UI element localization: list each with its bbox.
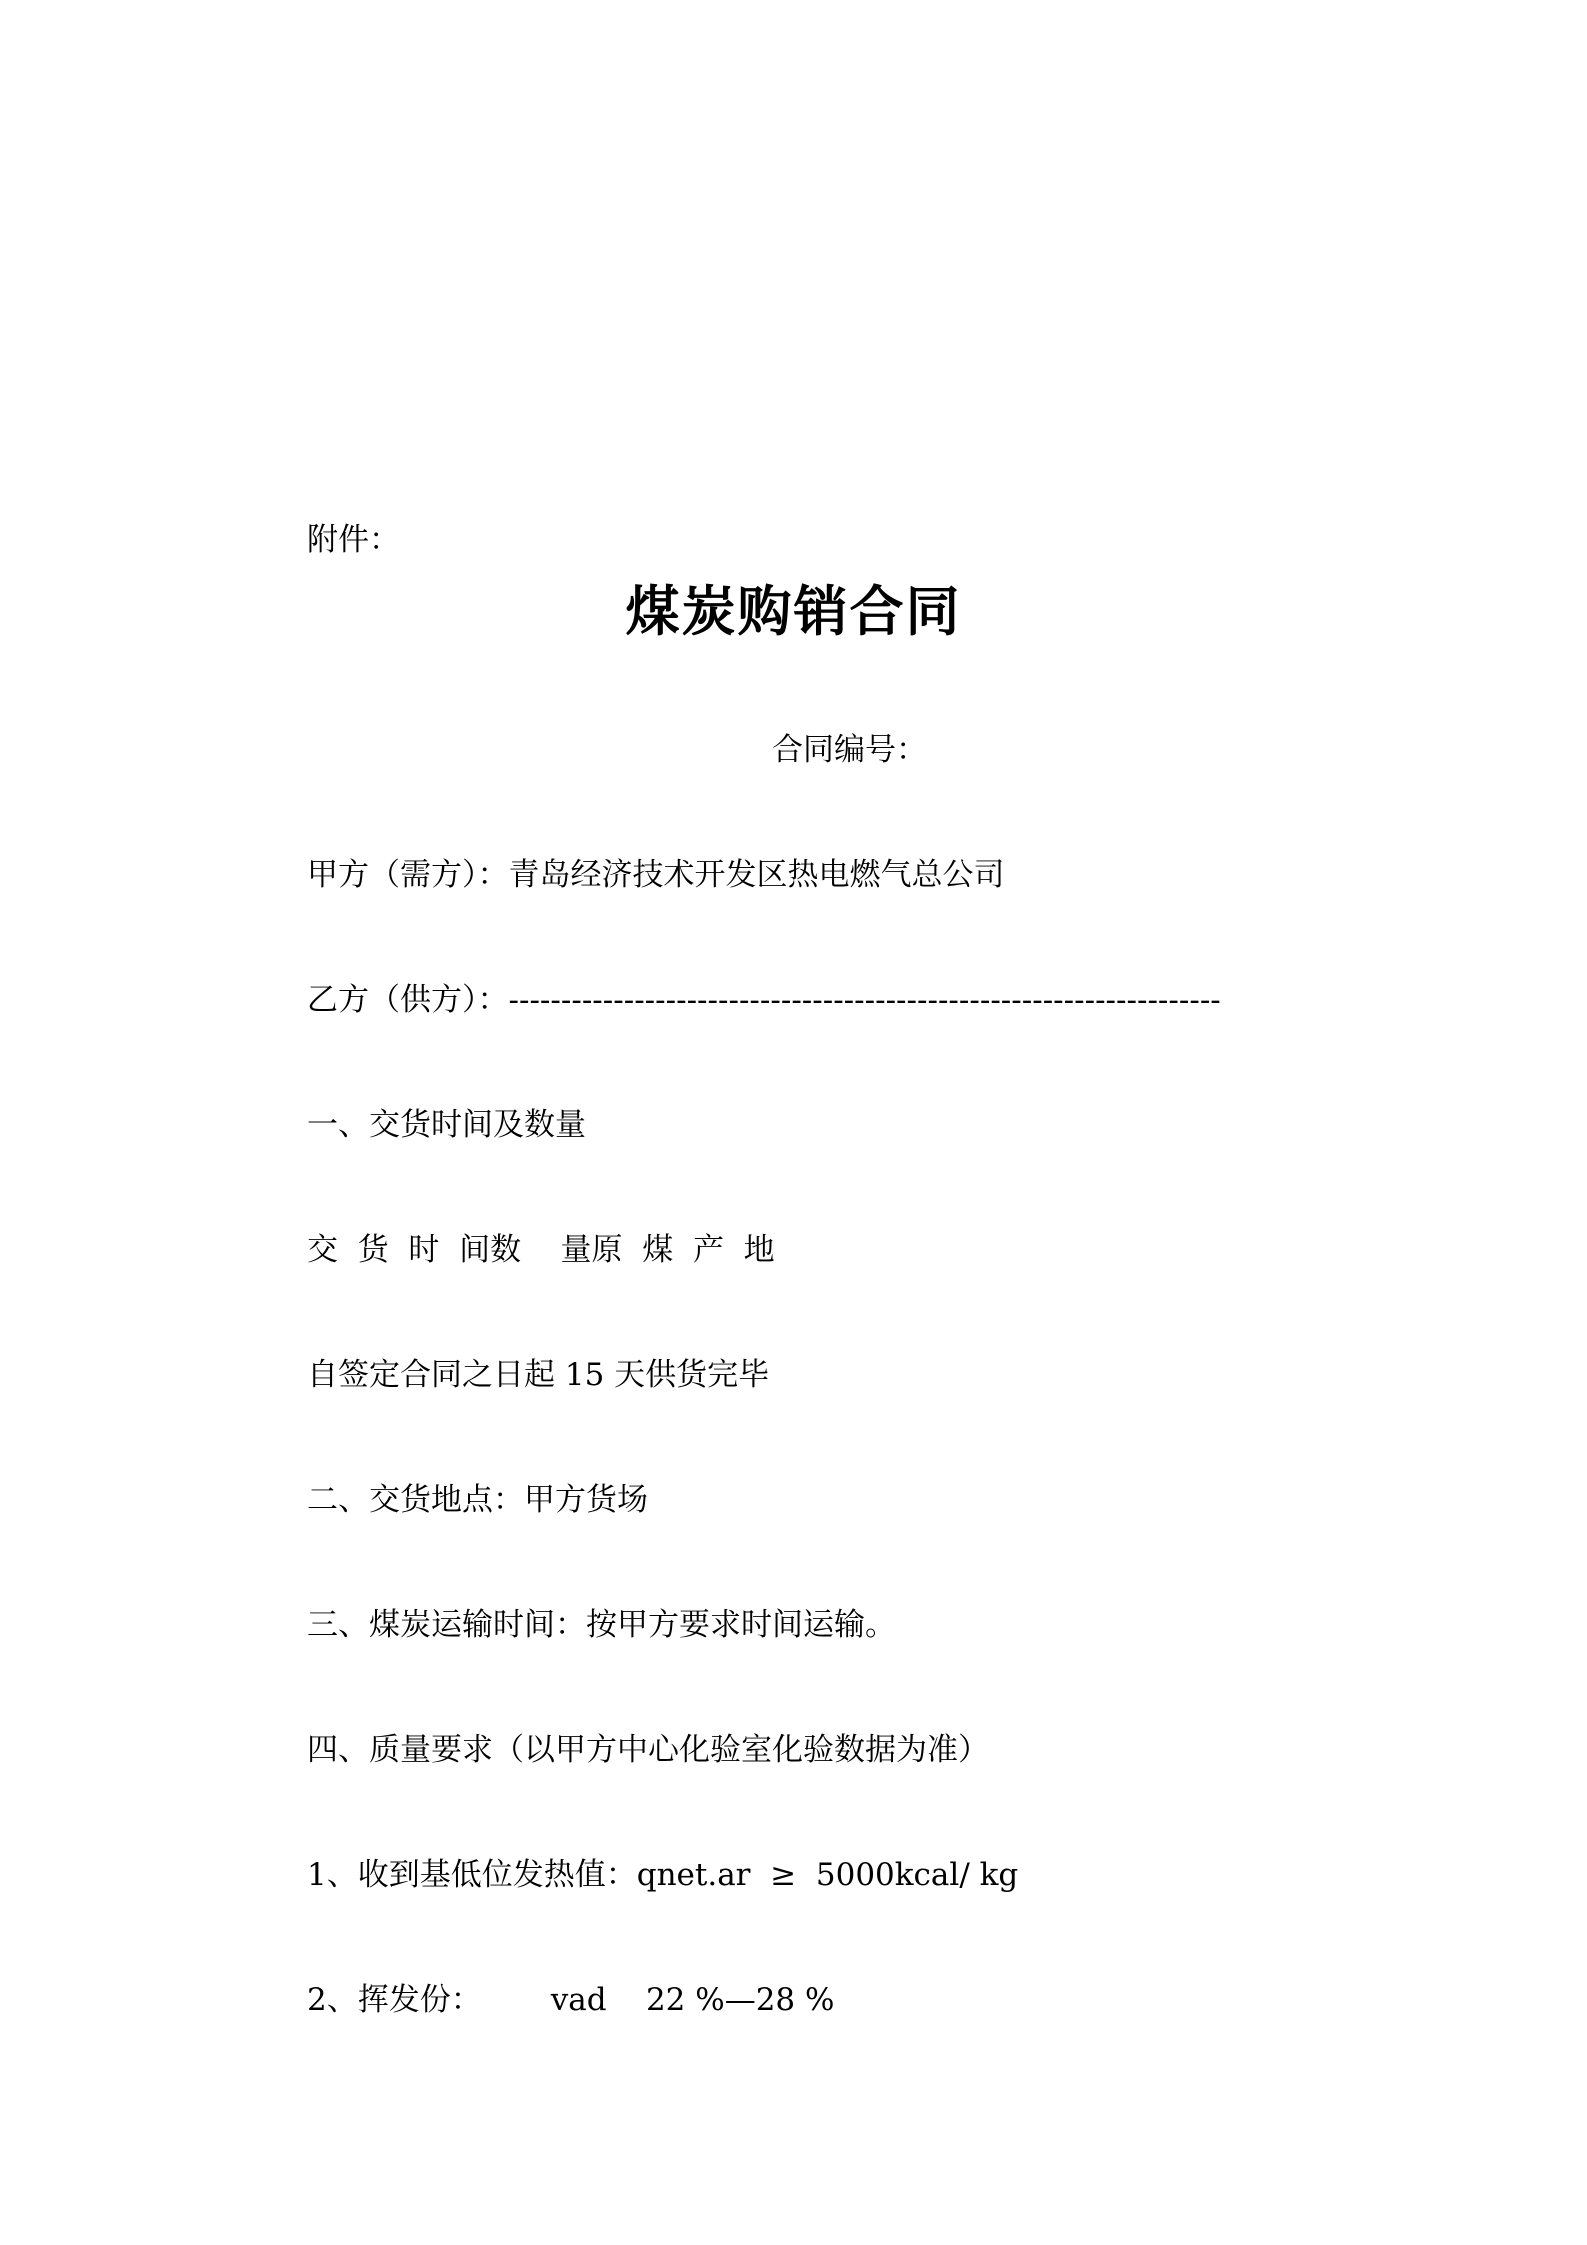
party-a-line: 甲方（需方）：青岛经济技术开发区热电燃气总公司 xyxy=(307,857,1005,893)
section-3-line: 三、煤炭运输时间：按甲方要求时间运输。 xyxy=(307,1607,896,1643)
section-1-delivery: 自签定合同之日起 15 天供货完毕 xyxy=(307,1357,770,1393)
section-1-columns: 交 货 时 间数 量原 煤 产 地 xyxy=(307,1232,775,1268)
quality-item-1: 1、收到基低位发热值：qnet.ar ≥ 5000kcal/ kg xyxy=(307,1857,1019,1893)
section-1-heading: 一、交货时间及数量 xyxy=(307,1107,586,1143)
document-title: 煤炭购销合同 xyxy=(625,579,962,643)
party-b-line: 乙方（供方）：-------------------------------------------------------------------- xyxy=(307,982,1221,1018)
section-2-line: 二、交货地点：甲方货场 xyxy=(307,1482,648,1518)
contract-number-label: 合同编号： xyxy=(772,732,927,768)
quality-item-2: 2、挥发份： vad 22 %—28 % xyxy=(307,1982,835,2018)
attachment-label: 附件： xyxy=(307,522,400,558)
section-4-heading: 四、质量要求（以甲方中心化验室化验数据为准） xyxy=(307,1732,989,1768)
